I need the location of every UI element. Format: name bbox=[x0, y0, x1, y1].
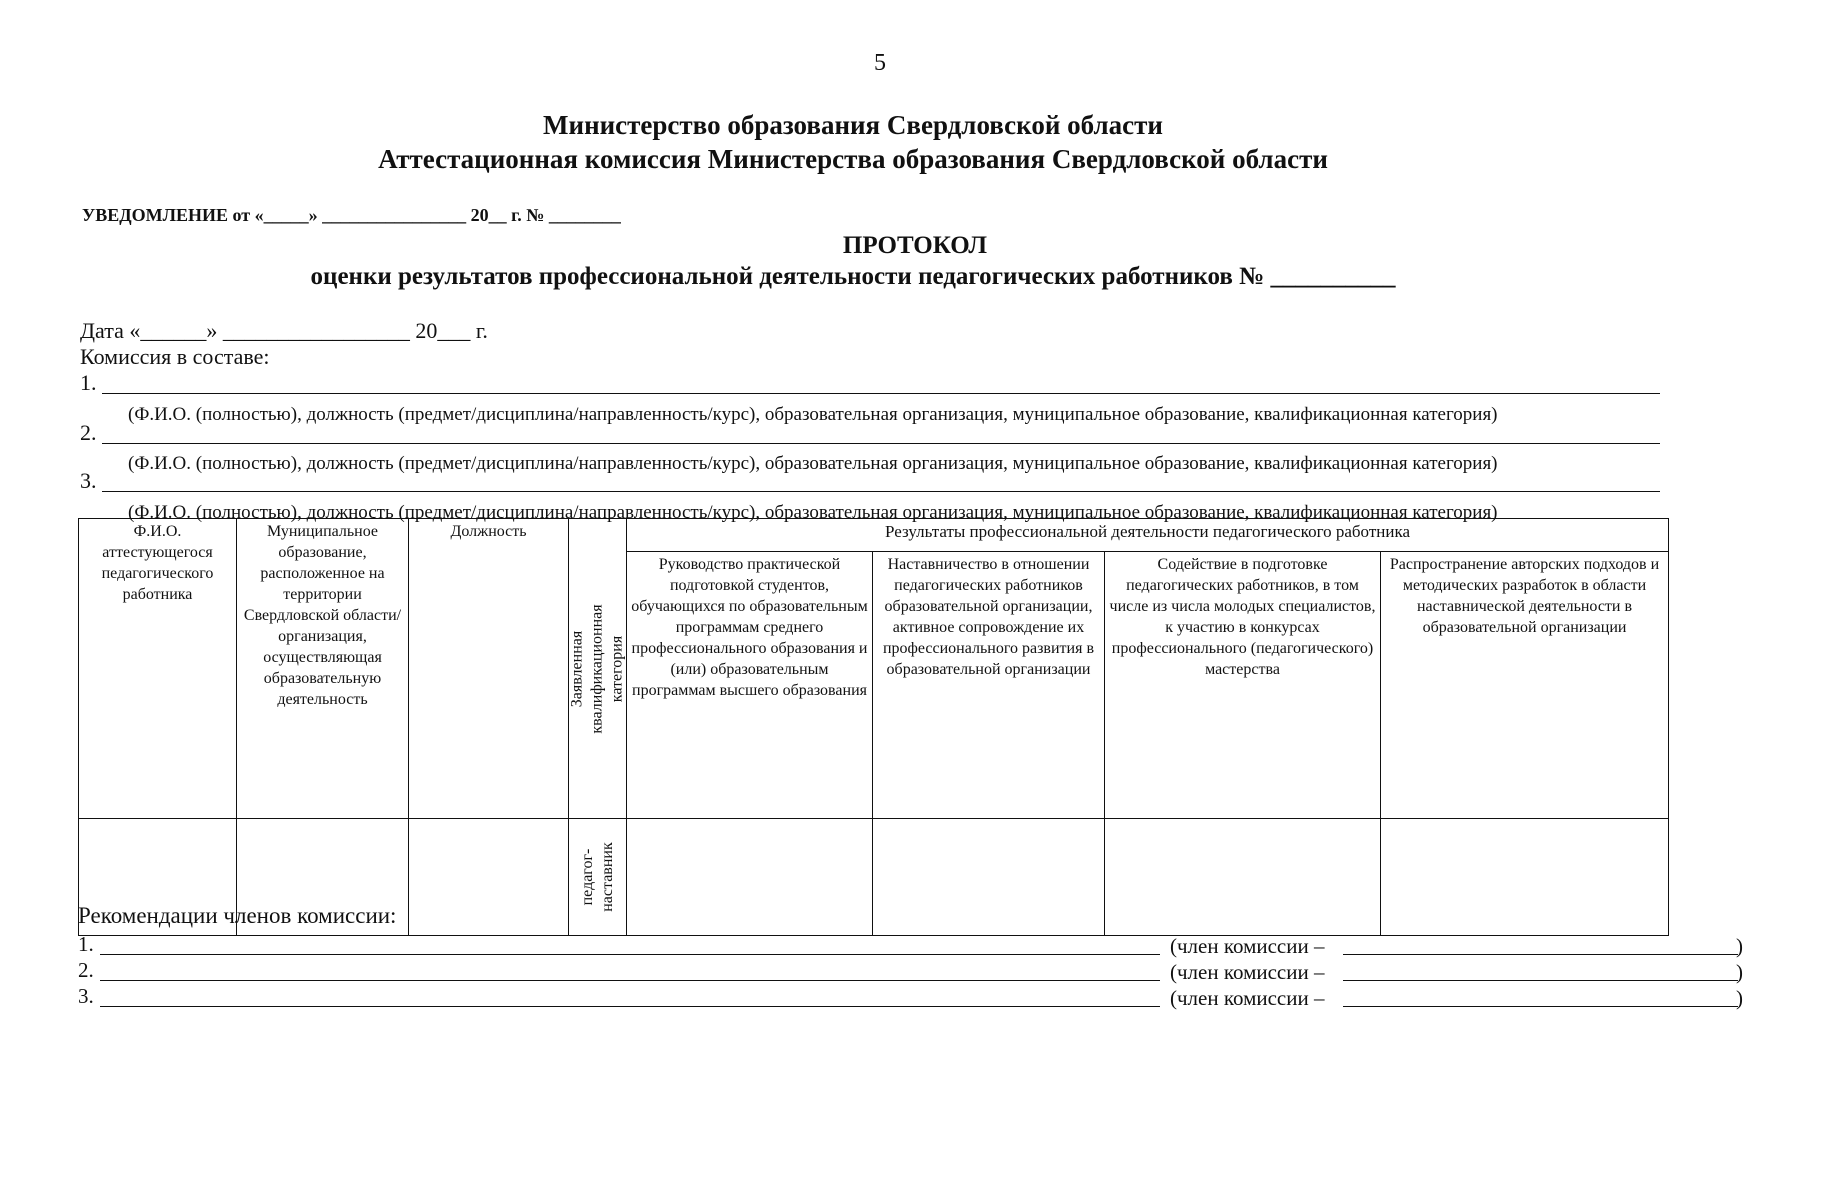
protocol-title: ПРОТОКОЛ bbox=[842, 232, 988, 259]
rec-number: 2. bbox=[78, 958, 94, 982]
rec-member-label: (член комиссии – bbox=[1170, 960, 1325, 984]
page-number: 5 bbox=[874, 50, 886, 76]
header-result-4: Распространение авторских подходов и методических разработок в области наставнической деятельности в образовательной организации bbox=[1381, 552, 1669, 819]
rec-fill-line bbox=[100, 980, 1160, 981]
header-result-1: Руководство практической подготовкой студентов, обучающихся по образовательным программам среднего профессионального образования и (или) образовательным программам высшего образования bbox=[627, 552, 873, 819]
member-fill-line bbox=[102, 393, 1660, 394]
header-results-group: Результаты профессиональной деятельности педагогического работника bbox=[627, 519, 1669, 552]
member-number: 3. bbox=[80, 468, 97, 493]
committee-member-3 bbox=[80, 468, 1660, 494]
rec-sign-line bbox=[1343, 980, 1738, 981]
recommendation-row-3 bbox=[78, 984, 1743, 1010]
header-fio: Ф.И.О. аттестующегося педагогического работника bbox=[79, 519, 237, 819]
ministry-title: Министерство образования Свердловской области bbox=[543, 110, 1163, 140]
rec-close: ) bbox=[1736, 934, 1743, 958]
results-table bbox=[78, 518, 1669, 936]
member-fill-line bbox=[102, 443, 1660, 444]
rec-number: 3. bbox=[78, 984, 94, 1008]
member-note-3: (Ф.И.О. (полностью), должность (предмет/дисциплина/направленность/курс), образовательная организация, муниципальное образование, квалификационная категория) bbox=[128, 502, 1498, 523]
document-header bbox=[0, 108, 1706, 176]
cell-result-1 bbox=[627, 819, 873, 936]
committee-label: Комиссия в составе: bbox=[80, 344, 270, 369]
header-position: Должность bbox=[409, 519, 569, 819]
member-note-1: (Ф.И.О. (полностью), должность (предмет/дисциплина/направленность/курс), образовательная организация, муниципальное образование, квалификационная категория) bbox=[128, 404, 1498, 425]
recommendation-row-2 bbox=[78, 958, 1743, 984]
member-number: 1. bbox=[80, 370, 97, 395]
header-municipality: Муниципальное образование, расположенное на территории Свердловской области/ организация, осуществляющая образовательную деятельность bbox=[237, 519, 409, 819]
rec-sign-line bbox=[1343, 1006, 1738, 1007]
committee-member-1 bbox=[80, 370, 1660, 396]
header-result-3: Содействие в подготовке педагогических работников, в том числе из числа молодых специалистов, к участию в конкурсах профессионального (педагогического) мастерства bbox=[1105, 552, 1381, 819]
cell-result-3 bbox=[1105, 819, 1381, 936]
rec-member-label: (член комиссии – bbox=[1170, 986, 1325, 1010]
notice-line: УВЕДОМЛЕНИЕ от «_____» ________________ 20__ г. № ________ bbox=[82, 205, 621, 225]
member-note-2: (Ф.И.О. (полностью), должность (предмет/дисциплина/направленность/курс), образовательная организация, муниципальное образование, квалификационная категория) bbox=[128, 453, 1498, 474]
cell-result-2 bbox=[873, 819, 1105, 936]
cell-result-4 bbox=[1381, 819, 1669, 936]
cell-category bbox=[569, 819, 627, 936]
date-line: Дата «______» _________________ 20___ г. bbox=[80, 318, 488, 343]
rec-number: 1. bbox=[78, 932, 94, 956]
protocol-subtitle: оценки результатов профессиональной деятельности педагогических работников № __________ bbox=[310, 263, 1396, 290]
rec-member-label: (член комиссии – bbox=[1170, 934, 1325, 958]
rec-close: ) bbox=[1736, 986, 1743, 1010]
rec-close: ) bbox=[1736, 960, 1743, 984]
rec-fill-line bbox=[100, 1006, 1160, 1007]
header-category-text: Заявленная квалификационная категория bbox=[568, 603, 626, 734]
member-fill-line bbox=[102, 491, 1660, 492]
rec-fill-line bbox=[100, 954, 1160, 955]
recommendation-row-1 bbox=[78, 932, 1743, 958]
rec-sign-line bbox=[1343, 954, 1738, 955]
recommendations-title: Рекомендации членов комиссии: bbox=[78, 903, 397, 928]
committee-member-2 bbox=[80, 420, 1660, 446]
cell-category-text: педагог-наставник bbox=[578, 842, 616, 912]
cell-position bbox=[409, 819, 569, 936]
header-result-2: Наставничество в отношении педагогических работников образовательной организации, активное сопровождение их профессионального развития в образовательной организации bbox=[873, 552, 1105, 819]
member-number: 2. bbox=[80, 420, 97, 445]
commission-title: Аттестационная комиссия Министерства образования Свердловской области bbox=[378, 144, 1328, 174]
header-category bbox=[569, 519, 627, 819]
